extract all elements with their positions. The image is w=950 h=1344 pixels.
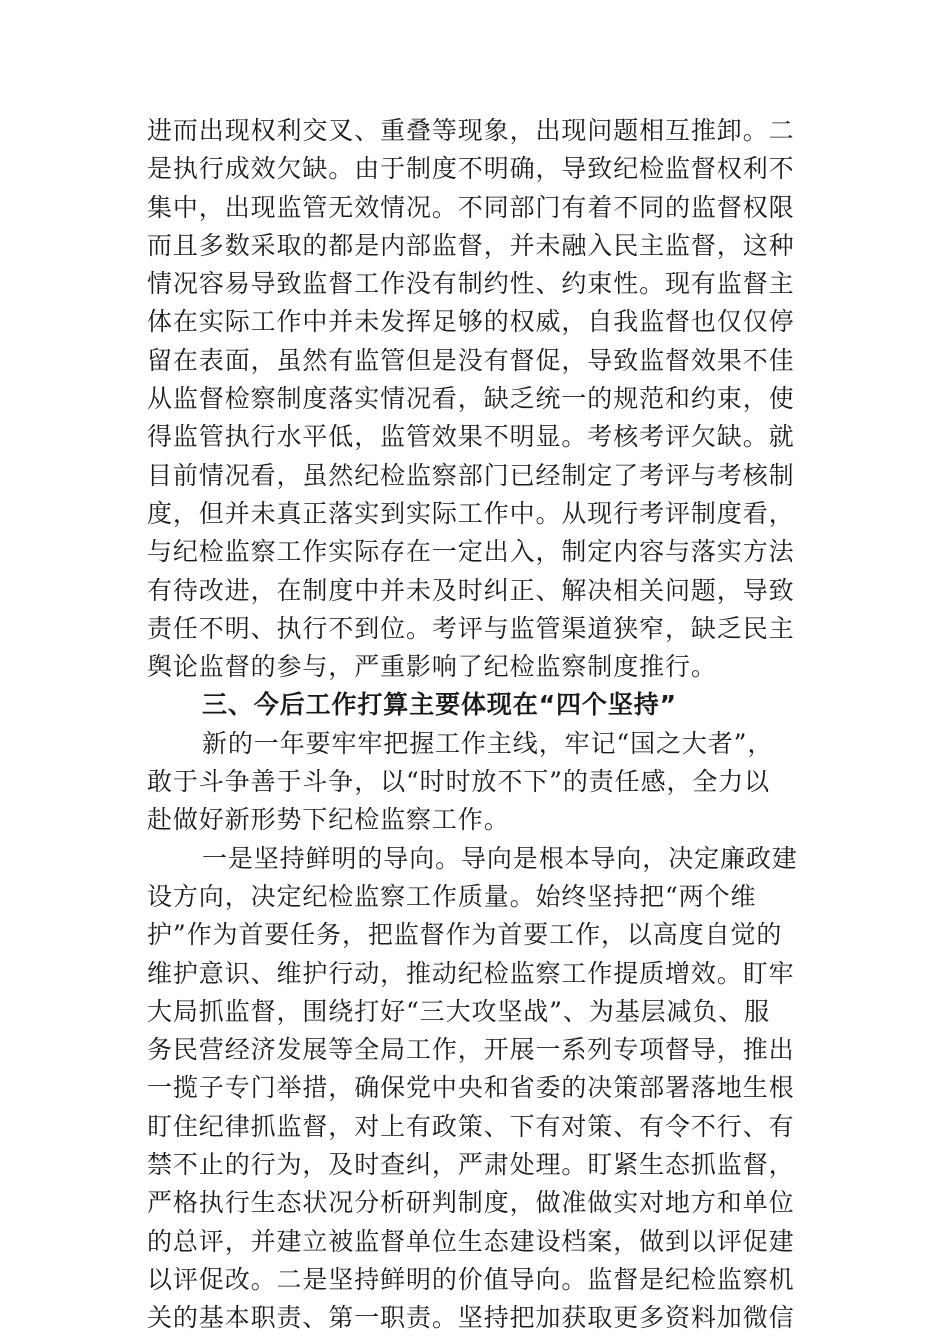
text-line: 赴做好新形势下纪检监察工作。: [147, 805, 510, 835]
text-line: 留在表面，虽然有监管但是没有督促，导致监督效果不佳: [147, 345, 795, 375]
text-line: 体在实际工作中并未发挥足够的权威，自我监督也仅仅停: [147, 307, 795, 337]
text-line: 大局抓监督，围绕打好“三大攻坚战”、为基层减负、服: [147, 996, 771, 1026]
text-line: 盯住纪律抓监督，对上有政策、下有对策、有令不行、有: [147, 1111, 795, 1141]
text-line: 责任不明、执行不到位。考评与监管渠道狭窄，缺乏民主: [147, 613, 795, 643]
text-line: 舆论监督的参与，严重影响了纪检监察制度推行。: [147, 652, 717, 682]
text-line: 与纪检监察工作实际存在一定出入，制定内容与落实方法: [147, 537, 795, 567]
text-line: 设方向，决定纪检监察工作质量。始终坚持把“两个维: [147, 881, 757, 911]
text-line: 是执行成效欠缺。由于制度不明确，导致纪检监督权利不: [147, 154, 795, 184]
text-line: 目前情况看，虽然纪检监察部门已经制定了考评与考核制: [147, 460, 795, 490]
text-line: 关的基本职责、第一职责。坚持把加获取更多资料加微信: [147, 1303, 795, 1333]
text-line: 而且多数采取的都是内部监督，并未融入民主监督，这种: [147, 230, 795, 260]
text-line: 有待改进，在制度中并未及时纠正、解决相关问题，导致: [147, 575, 795, 605]
text-line: 护”作为首要任务，把监督作为首要工作，以高度自觉的: [147, 920, 783, 950]
text-line: 情况容易导致监督工作没有制约性、约束性。现有监督主: [147, 269, 795, 299]
text-line: 集中，出现监管无效情况。不同部门有着不同的监督权限: [147, 192, 795, 222]
text-line: 得监管执行水平低，监管效果不明显。考核考评欠缺。就: [147, 422, 795, 452]
text-line: 的总评，并建立被监督单位生态建设档案，做到以评促建: [147, 1226, 795, 1256]
text-line: 度，但并未真正落实到实际工作中。从现行考评制度看，: [147, 498, 795, 528]
text-line: 以评促改。二是坚持鲜明的价值导向。监督是纪检监察机: [147, 1264, 795, 1294]
paragraph-first-line: 新的一年要牢牢把握工作主线，牢记“国之大者”，: [202, 728, 774, 758]
text-line: 敢于斗争善于斗争，以“时时放不下”的责任感，全力以: [147, 767, 771, 797]
document-body: [147, 112, 807, 1338]
paragraph-first-line: 一是坚持鲜明的导向。导向是根本导向，决定廉政建: [202, 843, 798, 873]
text-line: 严格执行生态状况分析研判制度，做准做实对地方和单位: [147, 1188, 795, 1218]
text-line: 维护意识、维护行动，推动纪检监察工作提质增效。盯牢: [147, 958, 795, 988]
text-line: 进而出现权利交叉、重叠等现象，出现问题相互推卸。二: [147, 116, 795, 145]
text-line: 禁不止的行为，及时查纠，严肃处理。盯紧生态抓监督，: [147, 1150, 795, 1180]
text-line: 一揽子专门举措，确保党中央和省委的决策部署落地生根: [147, 1073, 795, 1103]
text-line: 从监督检察制度落实情况看，缺乏统一的规范和约束，使: [147, 384, 795, 414]
text-line: 务民营经济发展等全局工作，开展一系列专项督导，推出: [147, 1035, 795, 1065]
section-heading: 三、今后工作打算主要体现在“四个坚持”: [202, 690, 677, 720]
